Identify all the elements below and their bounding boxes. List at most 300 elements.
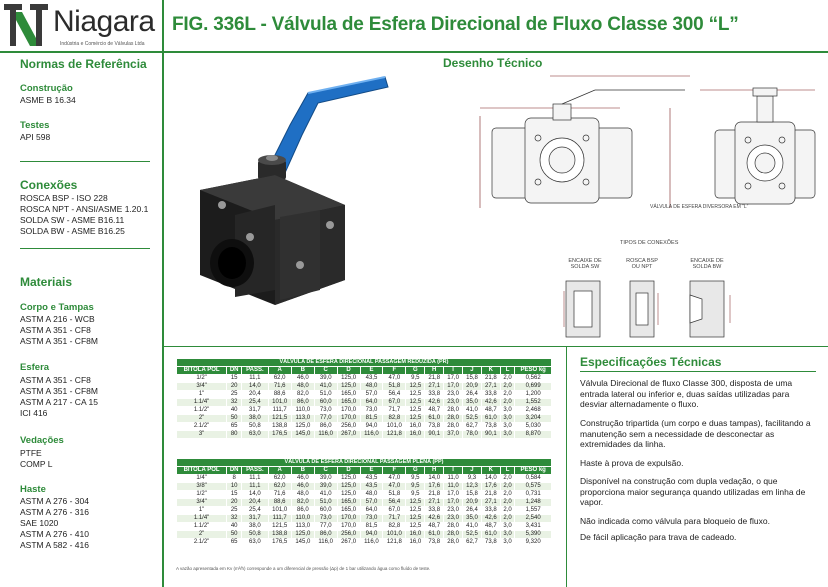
table-cell: 267,0 [337, 539, 360, 547]
valve-photo [180, 65, 400, 340]
table-cell: 2,0 [500, 391, 515, 399]
table-cell: 51,8 [383, 383, 406, 391]
table-cell: 17,6 [425, 483, 444, 491]
table-cell: 47,0 [383, 483, 406, 491]
table-cell: 165,0 [337, 391, 360, 399]
table-cell: 12,5 [406, 515, 425, 523]
table-cell: 12,5 [406, 391, 425, 399]
column-header: L [500, 367, 515, 375]
table-cell: 82,0 [291, 391, 314, 399]
table-cell: 1/2" [177, 491, 227, 499]
table-cell: 62,0 [268, 375, 291, 383]
table-cell: 63,0 [242, 431, 268, 439]
table-cell: 43,5 [360, 483, 383, 491]
table-cell: 116,0 [314, 431, 337, 439]
table-cell: 1,248 [515, 499, 552, 507]
spec-paragraph: Construção tripartida (um corpo e duas tampas), facilitando a manutenção sem a necessidade de desconectar as extremidades da linha. [580, 418, 811, 449]
table-cell: 51,0 [314, 391, 337, 399]
table-cell: 1" [177, 507, 227, 515]
table-cell: 165,0 [337, 507, 360, 515]
table-cell: 28,0 [444, 407, 463, 415]
table-cell: 41,0 [314, 491, 337, 499]
table-cell: 39,0 [314, 375, 337, 383]
table-cell: 51,0 [314, 499, 337, 507]
table-cell: 138,8 [268, 531, 291, 539]
construcao-title: Construção [20, 83, 73, 94]
column-header: F [383, 467, 406, 475]
table-cell: 48,0 [291, 383, 314, 391]
table-row [177, 499, 552, 507]
table-cell: 26,4 [463, 391, 482, 399]
table-cell: 27,1 [425, 383, 444, 391]
table-cell: 11,1 [242, 475, 268, 483]
column-header: PASS. [242, 367, 268, 375]
table-cell: 20 [227, 499, 242, 507]
technical-drawing [470, 68, 825, 238]
table-cell: 42,6 [425, 515, 444, 523]
table-cell: 1/2" [177, 375, 227, 383]
corpo-item: ASTM A 351 - CF8 [20, 325, 91, 335]
table-cell: 73,8 [425, 423, 444, 431]
table-cell: 28,0 [444, 539, 463, 547]
table-cell: 121,8 [383, 431, 406, 439]
table-cell: 9,5 [406, 375, 425, 383]
spec-paragraph: Não indicada como válvula para bloqueio de fluxo. [580, 516, 770, 526]
table-cell: 8,870 [515, 431, 552, 439]
spec-paragraph: De fácil aplicação para trava de cadeado. [580, 532, 737, 542]
table-cell: 71,7 [383, 407, 406, 415]
table-reduced-bore [176, 358, 552, 439]
table-cell: 46,0 [291, 375, 314, 383]
table-cell: 27,1 [481, 383, 500, 391]
table-cell: 60,0 [314, 507, 337, 515]
table-cell: 101,0 [383, 531, 406, 539]
table-cell: 62,0 [268, 475, 291, 483]
table-cell: 3/4" [177, 499, 227, 507]
table-cell: 94,0 [360, 531, 383, 539]
table-cell: 15,8 [463, 491, 482, 499]
table-cell: 21,8 [481, 375, 500, 383]
column-header: PASS. [242, 467, 268, 475]
left-rule-1 [20, 161, 150, 162]
table-cell: 101,0 [383, 423, 406, 431]
table-cell: 9,320 [515, 539, 552, 547]
table-cell: 2,540 [515, 515, 552, 523]
footnote: A vazão apresentada em Kv (m³/h) corresponde a um diferencial de pressão (Δp) de 1 bar utilizando água como fluído de teste. [176, 566, 431, 571]
table-cell: 62,0 [268, 483, 291, 491]
corpo-title: Corpo e Tampas [20, 302, 94, 313]
table-cell: 14,0 [425, 475, 444, 483]
table-cell: 138,8 [268, 423, 291, 431]
table-cell: 12,5 [406, 399, 425, 407]
table-cell: 3,431 [515, 523, 552, 531]
table-cell: 62,7 [463, 539, 482, 547]
page-title: FIG. 336L - Válvula de Esfera Direcional de Fluxo Classe 300 “L” [172, 14, 739, 35]
table-cell: 3,204 [515, 415, 552, 423]
left-column-divider [162, 0, 164, 587]
table-cell: 0,731 [515, 491, 552, 499]
column-header: J [463, 367, 482, 375]
table-cell: 121,8 [383, 539, 406, 547]
table-cell: 3,0 [500, 539, 515, 547]
column-header: E [360, 467, 383, 475]
table-cell: 86,0 [314, 423, 337, 431]
table-cell: 80 [227, 431, 242, 439]
table-cell: 28,0 [444, 523, 463, 531]
table-cell: 46,0 [291, 483, 314, 491]
table-row [177, 475, 552, 483]
esfera-title: Esfera [20, 362, 50, 373]
corpo-item: ASTM A 351 - CF8M [20, 336, 98, 346]
table-cell: 40 [227, 523, 242, 531]
table-row [177, 383, 552, 391]
spec-rule [580, 371, 816, 372]
column-header: I [444, 467, 463, 475]
column-header: L [500, 467, 515, 475]
table-cell: 12,5 [406, 523, 425, 531]
table-cell: 145,0 [291, 539, 314, 547]
table-cell: 48,0 [291, 491, 314, 499]
spec-title: Especificações Técnicas [580, 355, 722, 369]
table-cell: 20,9 [463, 499, 482, 507]
column-header: G [406, 367, 425, 375]
table-cell: 26,4 [463, 507, 482, 515]
table-cell: 176,5 [268, 539, 291, 547]
table-row [177, 507, 552, 515]
table-cell: 2,0 [500, 399, 515, 407]
table-cell: 50,8 [242, 531, 268, 539]
table-cell: 17,0 [444, 375, 463, 383]
table-cell: 14,0 [242, 383, 268, 391]
vedacoes-item: PTFE [20, 448, 42, 458]
table-row [177, 483, 552, 491]
table-cell: 3/8" [177, 483, 227, 491]
table-cell: 52,5 [463, 531, 482, 539]
table-cell: 1.1/2" [177, 523, 227, 531]
table-cell: 73,8 [425, 539, 444, 547]
table-row [177, 491, 552, 499]
table-cell: 20,4 [242, 391, 268, 399]
table-cell: 61,0 [425, 415, 444, 423]
haste-item: ASTM A 276 - 304 [20, 496, 89, 506]
drawing-caption: VÁLVULA DE ESFERA DIVERSORA EM “L” [650, 204, 749, 210]
table-cell: 94,0 [360, 423, 383, 431]
table-cell: 42,6 [481, 399, 500, 407]
table-cell: 11,0 [444, 475, 463, 483]
table-cell: 16,0 [406, 531, 425, 539]
table-cell: 176,5 [268, 431, 291, 439]
table-cell: 42,6 [425, 399, 444, 407]
spec-column-divider [566, 346, 567, 587]
table-cell: 2" [177, 531, 227, 539]
table-cell: 125,0 [337, 491, 360, 499]
column-header: H [425, 367, 444, 375]
column-header: PESO kg [515, 467, 552, 475]
table-cell: 31,7 [242, 407, 268, 415]
table-cell: 170,0 [337, 407, 360, 415]
table-cell: 64,0 [360, 507, 383, 515]
table-cell: 12,5 [406, 383, 425, 391]
column-header: BITOLA POL [177, 367, 227, 375]
table-cell: 5,390 [515, 531, 552, 539]
conexoes-item: SOLDA BW - ASME B16.25 [20, 226, 125, 236]
table-cell: 170,0 [337, 523, 360, 531]
table-cell: 111,7 [268, 407, 291, 415]
column-header: F [383, 367, 406, 375]
spec-paragraph: Disponível na construção com dupla vedação, o que proporciona maior segurança quando utilizadas em linha de vapor. [580, 476, 806, 507]
table-cell: 39,0 [314, 483, 337, 491]
table-cell: 20,4 [242, 499, 268, 507]
table-cell: 61,0 [481, 531, 500, 539]
table-cell: 16,0 [406, 539, 425, 547]
table2-caption: VÁLVULA DE ESFERA DIRECIONAL PASSAGEM PLENA (PP) [177, 459, 552, 467]
table-cell: 0,575 [515, 483, 552, 491]
table-header-row [177, 467, 552, 475]
table-cell: 48,7 [481, 523, 500, 531]
table-cell: 25 [227, 507, 242, 515]
table-row [177, 391, 552, 399]
esfera-item: ASTM A 351 - CF8 [20, 375, 91, 385]
table-cell: 73,0 [360, 515, 383, 523]
niagara-logo-icon [2, 2, 50, 48]
table-cell: 170,0 [337, 415, 360, 423]
table-cell: 113,0 [291, 415, 314, 423]
table-cell: 2,0 [500, 375, 515, 383]
table-cell: 61,0 [481, 415, 500, 423]
spec-paragraph: Válvula Direcional de fluxo Classe 300, disposta de uma entrada lateral ou inferior e, duas saídas utilizadas para desviar alternadamente o fluxo. [580, 378, 793, 409]
table-cell: 20,9 [463, 383, 482, 391]
brand-tagline: Indústria e Comércio de Válvulas Ltda [60, 41, 145, 47]
table-cell: 9,3 [463, 475, 482, 483]
table-cell: 90,1 [425, 431, 444, 439]
table-cell: 116,0 [360, 539, 383, 547]
table-cell: 125,0 [337, 375, 360, 383]
materiais-title: Materiais [20, 275, 73, 289]
table-cell: 82,0 [291, 499, 314, 507]
table-cell: 27,1 [425, 499, 444, 507]
column-header: K [481, 367, 500, 375]
table-cell: 1.1/4" [177, 515, 227, 523]
table-cell: 40 [227, 407, 242, 415]
testes-title: Testes [20, 120, 50, 131]
table-cell: 3,0 [500, 531, 515, 539]
table-cell: 3,0 [500, 415, 515, 423]
table-cell: 1.1/2" [177, 407, 227, 415]
column-header: A [268, 367, 291, 375]
table-cell: 86,0 [314, 531, 337, 539]
table-cell: 15 [227, 375, 242, 383]
conn-bsp-label: ROSCA BSP OU NPT [626, 258, 658, 270]
table-cell: 125,0 [291, 531, 314, 539]
column-header: K [481, 467, 500, 475]
table-cell: 46,0 [291, 475, 314, 483]
column-header: DN [227, 467, 242, 475]
table-cell: 25,4 [242, 399, 268, 407]
table-cell: 14,0 [242, 491, 268, 499]
table-cell: 33,8 [481, 391, 500, 399]
table-cell: 116,0 [360, 431, 383, 439]
table-cell: 8 [227, 475, 242, 483]
table-cell: 39,0 [314, 475, 337, 483]
table-cell: 20 [227, 383, 242, 391]
conn-sw-label: ENCAIXE DE SOLDA SW [568, 258, 602, 270]
table-cell: 62,7 [463, 423, 482, 431]
table-cell: 67,0 [383, 399, 406, 407]
haste-item: ASTM A 276 - 316 [20, 507, 89, 517]
table-cell: 35,0 [463, 399, 482, 407]
table-cell: 16,0 [406, 423, 425, 431]
column-header: A [268, 467, 291, 475]
vedacoes-item: COMP L [20, 459, 53, 469]
table-cell: 77,0 [314, 523, 337, 531]
table-cell: 88,6 [268, 499, 291, 507]
table-cell: 2,0 [500, 383, 515, 391]
table-cell: 23,0 [444, 507, 463, 515]
table-cell: 2.1/2" [177, 539, 227, 547]
table-cell: 3,0 [500, 423, 515, 431]
table-cell: 165,0 [337, 399, 360, 407]
table-cell: 73,0 [360, 407, 383, 415]
table-cell: 48,0 [360, 383, 383, 391]
table-cell: 28,0 [444, 531, 463, 539]
table-cell: 101,0 [268, 507, 291, 515]
table-cell: 81,5 [360, 415, 383, 423]
table-cell: 12,5 [406, 415, 425, 423]
table-cell: 2,0 [500, 475, 515, 483]
table-cell: 2,0 [500, 507, 515, 515]
table-cell: 256,0 [337, 531, 360, 539]
column-header: B [291, 367, 314, 375]
table-row [177, 539, 552, 547]
table-row [177, 515, 552, 523]
brand-logo [0, 0, 162, 52]
table-cell: 56,4 [383, 391, 406, 399]
table-cell: 38,0 [242, 523, 268, 531]
table-cell: 43,5 [360, 475, 383, 483]
haste-item: ASTM A 582 - 416 [20, 540, 89, 550]
table-cell: 37,0 [444, 431, 463, 439]
column-header: H [425, 467, 444, 475]
table-cell: 78,0 [463, 431, 482, 439]
corpo-item: ASTM A 216 - WCB [20, 314, 95, 324]
table-cell: 21,8 [425, 375, 444, 383]
table-row [177, 431, 552, 439]
construcao-value: ASME B 16.34 [20, 95, 76, 105]
table-cell: 0,562 [515, 375, 552, 383]
table-cell: 2,0 [500, 515, 515, 523]
table-cell: 10 [227, 483, 242, 491]
esfera-item: ASTM A 351 - CF8M [20, 386, 98, 396]
testes-value: API 598 [20, 132, 51, 142]
table-cell: 1,552 [515, 399, 552, 407]
table-cell: 267,0 [337, 431, 360, 439]
table-cell: 15,8 [463, 375, 482, 383]
table-cell: 57,0 [360, 499, 383, 507]
table-cell: 165,0 [337, 499, 360, 507]
table-cell: 63,0 [242, 539, 268, 547]
column-header: C [314, 367, 337, 375]
brand-name: Niagara [53, 5, 155, 38]
vedacoes-title: Vedações [20, 435, 64, 446]
table-cell: 86,0 [291, 507, 314, 515]
column-header: BITOLA POL [177, 467, 227, 475]
column-header: I [444, 367, 463, 375]
table-cell: 60,0 [314, 399, 337, 407]
table-cell: 50 [227, 531, 242, 539]
haste-item: ASTM A 276 - 410 [20, 529, 89, 539]
conexoes-title: Conexões [20, 178, 78, 192]
table-row [177, 415, 552, 423]
table-cell: 125,0 [337, 475, 360, 483]
column-header: J [463, 467, 482, 475]
table-cell: 17,6 [481, 483, 500, 491]
table-cell: 67,0 [383, 507, 406, 515]
table-cell: 2,0 [500, 499, 515, 507]
table-cell: 256,0 [337, 423, 360, 431]
table-cell: 11,0 [444, 483, 463, 491]
table-cell: 5,030 [515, 423, 552, 431]
table-cell: 1" [177, 391, 227, 399]
table-cell: 21,8 [481, 491, 500, 499]
table-cell: 41,0 [463, 523, 482, 531]
table-cell: 43,5 [360, 375, 383, 383]
table-cell: 12,5 [406, 499, 425, 507]
table-cell: 52,5 [463, 415, 482, 423]
table-cell: 3,0 [500, 523, 515, 531]
conn-title: TIPOS DE CONEXÕES [620, 240, 679, 246]
table-cell: 65 [227, 539, 242, 547]
table-cell: 38,0 [242, 415, 268, 423]
column-header: PESO kg [515, 367, 552, 375]
table-cell: 77,0 [314, 415, 337, 423]
table-cell: 12,3 [463, 483, 482, 491]
table-cell: 41,0 [463, 407, 482, 415]
table-cell: 28,0 [444, 423, 463, 431]
table-cell: 88,6 [268, 391, 291, 399]
table-cell: 32 [227, 399, 242, 407]
column-header: D [337, 467, 360, 475]
table-cell: 71,6 [268, 491, 291, 499]
table-cell: 145,0 [291, 431, 314, 439]
haste-item: SAE 1020 [20, 518, 59, 528]
table-cell: 50,8 [242, 423, 268, 431]
table-row [177, 407, 552, 415]
table-cell: 110,0 [291, 515, 314, 523]
conexoes-item: ROSCA NPT - ANSI/ASME 1.20.1 [20, 204, 149, 214]
table-row [177, 399, 552, 407]
table-cell: 90,1 [481, 431, 500, 439]
table-cell: 116,0 [314, 539, 337, 547]
table-cell: 42,6 [481, 515, 500, 523]
table-cell: 73,8 [481, 539, 500, 547]
column-header: DN [227, 367, 242, 375]
table-row [177, 531, 552, 539]
table-cell: 2.1/2" [177, 423, 227, 431]
haste-title: Haste [20, 484, 46, 495]
table-cell: 3,0 [500, 431, 515, 439]
table-cell: 33,8 [481, 507, 500, 515]
table-cell: 27,1 [481, 499, 500, 507]
table-cell: 1,200 [515, 391, 552, 399]
bottom-section-divider [162, 346, 828, 347]
table-cell: 1,557 [515, 507, 552, 515]
table-cell: 71,6 [268, 383, 291, 391]
column-header: G [406, 467, 425, 475]
table-cell: 0,699 [515, 383, 552, 391]
table-cell: 48,0 [360, 491, 383, 499]
table-cell: 50 [227, 415, 242, 423]
table-cell: 101,0 [268, 399, 291, 407]
